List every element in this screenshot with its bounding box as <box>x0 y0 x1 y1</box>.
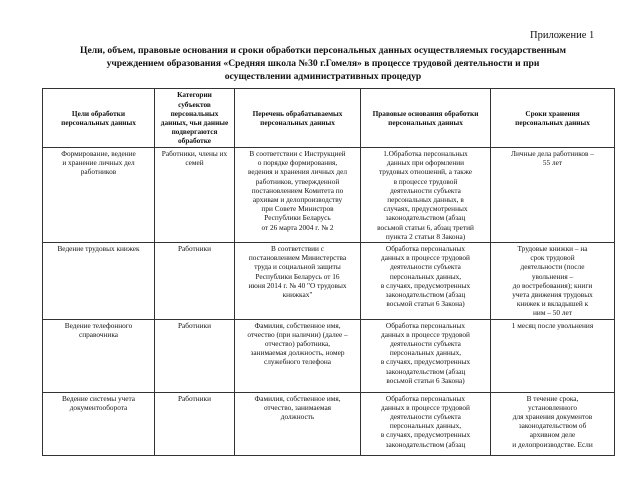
cell-text-line: Республики Беларусь от 16 <box>255 271 340 281</box>
cell-text-line: деятельности (после <box>520 262 585 272</box>
table-row <box>43 148 615 243</box>
cell-text-line: персональных данных <box>61 118 136 127</box>
cell-text-line: случаях, предусмотренных <box>383 204 468 214</box>
cell-text-line: работников <box>80 167 117 177</box>
title-line: осуществлении административных процедур <box>224 70 422 82</box>
cell-text-line: Фамилия, собственное имя, <box>254 320 341 330</box>
cell-text-line: Ведение системы учета <box>61 393 136 403</box>
cell-text-line: в случаях, предусмотренных <box>380 357 471 367</box>
cell-legal-basis <box>361 392 491 455</box>
document-title <box>28 45 618 83</box>
cell-text-line: 1 месяц после увольнения <box>511 320 594 330</box>
cell-subjects <box>155 319 235 392</box>
cell-data-list <box>235 148 361 243</box>
cell-text-line: и хранение личных дел <box>62 158 135 168</box>
cell-purpose <box>43 319 155 392</box>
cell-text-line: книжках" <box>282 290 313 300</box>
cell-text-line: деятельности субъекта <box>390 262 461 272</box>
cell-text-line: занимаемая должность, номер <box>250 348 345 358</box>
cell-text-line: постановлением Министерства <box>248 253 347 263</box>
cell-purpose <box>43 148 155 243</box>
cell-text-line: 1.Обработка персональных <box>383 149 468 158</box>
cell-text-line: до востребования); книги <box>512 280 593 290</box>
cell-text-line: труда и социальной защиты <box>254 262 341 272</box>
cell-subjects <box>155 392 235 455</box>
personal-data-table <box>42 88 615 456</box>
cell-text-line: законодательством (абзац <box>385 213 466 223</box>
header-subject-categories <box>155 89 235 148</box>
cell-text-line: Правовые основания обработки <box>372 108 479 118</box>
cell-text-line: июня 2014 г. № 40 "О трудовых <box>248 280 347 290</box>
title-line: учреждением образования «Средняя школа №30 г.Гомеля» в процессе трудовой деятельности и при <box>106 57 540 69</box>
cell-text-line: увольнения – <box>531 271 574 281</box>
cell-text-line: для хранения документов <box>512 412 593 422</box>
cell-text-line: Цели обработки <box>71 108 126 118</box>
cell-text-line: персональных данных, в <box>387 195 464 205</box>
cell-text-line: Сроки хранения <box>525 108 580 118</box>
cell-text-line: Формирование, ведение <box>61 149 136 158</box>
cell-text-line: субъектов <box>178 99 211 109</box>
cell-text-line: о порядке формирования, <box>257 158 338 168</box>
cell-text-line: отчество, занимаемая <box>263 402 332 412</box>
cell-text-line: Работники, члены их <box>161 149 228 158</box>
cell-text-line: данных, чьи данные <box>160 118 229 127</box>
cell-text-line: Фамилия, собственное имя, <box>254 393 341 403</box>
cell-text-line: трудовых отношений, а также <box>378 167 473 177</box>
cell-text-line: постановлением Комитета по <box>251 185 344 195</box>
cell-retention <box>491 392 615 455</box>
cell-text-line: персональных данных <box>260 118 335 127</box>
cell-text-line: Работники <box>177 393 211 403</box>
cell-text-line: законодательством об <box>518 421 587 431</box>
cell-text-line: данных при оформлении <box>386 158 465 168</box>
cell-text-line: законодательством (абзац <box>385 439 466 449</box>
cell-retention <box>491 148 615 243</box>
cell-text-line: в случаях, предусмотренных <box>380 280 471 290</box>
cell-text-line: документооборота <box>69 402 128 412</box>
cell-text-line: Работники <box>177 244 211 254</box>
cell-text-line: Личные дела работников – <box>511 149 594 158</box>
cell-subjects <box>155 243 235 320</box>
cell-text-line: в процессе трудовой <box>393 176 458 186</box>
title-line: Цели, объем, правовые основания и сроки обработки персональных данных осуществляемых государственным <box>79 45 567 56</box>
header-purpose <box>43 89 155 148</box>
cell-text-line: справочника <box>78 329 119 339</box>
cell-text-line: Обработка персональных <box>385 320 466 330</box>
cell-text-line: пункта 2 статьи 8 Закона) <box>385 231 466 241</box>
cell-text-line: при Совете Министров <box>261 204 334 214</box>
cell-text-line: и делопроизводстве. Если <box>512 439 593 449</box>
table-row <box>43 243 615 320</box>
table-header-row <box>43 89 615 148</box>
cell-text-line: персональных данных, <box>389 348 462 358</box>
cell-text-line: учета движения трудовых <box>512 290 593 300</box>
header-legal-basis <box>361 89 491 148</box>
cell-text-line: установленного <box>527 402 578 412</box>
cell-retention <box>491 319 615 392</box>
cell-text-line: Категории <box>177 90 212 100</box>
cell-text-line: Обработка персональных <box>385 244 466 254</box>
cell-text-line: В соответствии с Инструкцией <box>249 149 346 158</box>
header-retention <box>491 89 615 148</box>
cell-text-line: в случаях, предусмотренных <box>380 430 471 440</box>
cell-text-line: 55 лет <box>542 158 563 168</box>
cell-purpose <box>43 392 155 455</box>
cell-text-line: Обработка персональных <box>385 393 466 403</box>
cell-text-line: архивам и делопроизводству <box>252 195 343 205</box>
cell-text-line: законодательством (абзац <box>385 290 466 300</box>
cell-text-line: Перечень обрабатываемых <box>252 108 343 118</box>
cell-text-line: данных в процессе трудовой <box>381 402 470 412</box>
cell-text-line: персональных данных, <box>389 271 462 281</box>
cell-text-line: персональных данных <box>388 118 463 127</box>
cell-retention <box>491 243 615 320</box>
cell-text-line: данных в процессе трудовой <box>381 329 470 339</box>
cell-text-line: ним – 50 лет <box>533 308 572 318</box>
table-row <box>43 319 615 392</box>
cell-data-list <box>235 243 361 320</box>
table-row <box>43 392 615 455</box>
cell-text-line: книжек и вкладышей к <box>516 299 589 309</box>
cell-text-line: обработке <box>178 136 211 146</box>
cell-text-line: срок трудовой <box>530 253 575 263</box>
cell-text-line: В течение срока, <box>526 393 579 403</box>
cell-text-line: восьмой статьи 6 Закона) <box>386 375 465 385</box>
cell-text-line: работников, утвержденной <box>255 176 340 186</box>
cell-text-line: от 26 марта 2004 г. № 2 <box>261 222 334 232</box>
header-data-list <box>235 89 361 148</box>
cell-text-line: персональных данных <box>515 118 590 127</box>
cell-text-line: деятельности субъекта <box>390 185 461 195</box>
cell-data-list <box>235 392 361 455</box>
cell-text-line: Ведение телефонного <box>64 320 133 330</box>
cell-text-line: данных в процессе трудовой <box>381 253 470 263</box>
cell-text-line: ведения и хранения личных дел <box>248 167 347 177</box>
appendix-label: Приложение 1 <box>530 30 595 41</box>
cell-text-line: деятельности субъекта <box>390 339 461 349</box>
cell-text-line: отчество (при наличии) (далее – <box>247 329 348 339</box>
cell-text-line: персональных данных, <box>389 421 462 431</box>
cell-text-line: Трудовые книжки – на <box>517 244 588 254</box>
cell-purpose <box>43 243 155 320</box>
cell-subjects <box>155 148 235 243</box>
cell-legal-basis <box>361 319 491 392</box>
cell-text-line: Республики Беларусь <box>264 213 331 223</box>
cell-text-line: восьмой статьи 6 Закона) <box>386 299 465 309</box>
cell-text-line: законодательством (абзац <box>385 366 466 376</box>
cell-legal-basis <box>361 243 491 320</box>
cell-legal-basis <box>361 148 491 243</box>
cell-text-line: персональных <box>170 108 219 118</box>
cell-text-line: семей <box>185 158 204 168</box>
cell-text-line: отчество) работника, <box>264 339 331 349</box>
cell-text-line: восьмой статьи 6, абзац третий <box>377 222 474 232</box>
cell-text-line: подвергаются <box>171 127 218 137</box>
cell-text-line: архивном деле <box>529 430 576 440</box>
cell-text-line: Ведение трудовых книжек <box>57 244 140 254</box>
cell-text-line: должность <box>280 412 315 422</box>
cell-text-line: деятельности субъекта <box>390 412 461 422</box>
cell-text-line: служебного телефона <box>263 357 332 367</box>
cell-data-list <box>235 319 361 392</box>
cell-text-line: В соответствии с <box>271 244 324 254</box>
cell-text-line: Работники <box>177 320 211 330</box>
